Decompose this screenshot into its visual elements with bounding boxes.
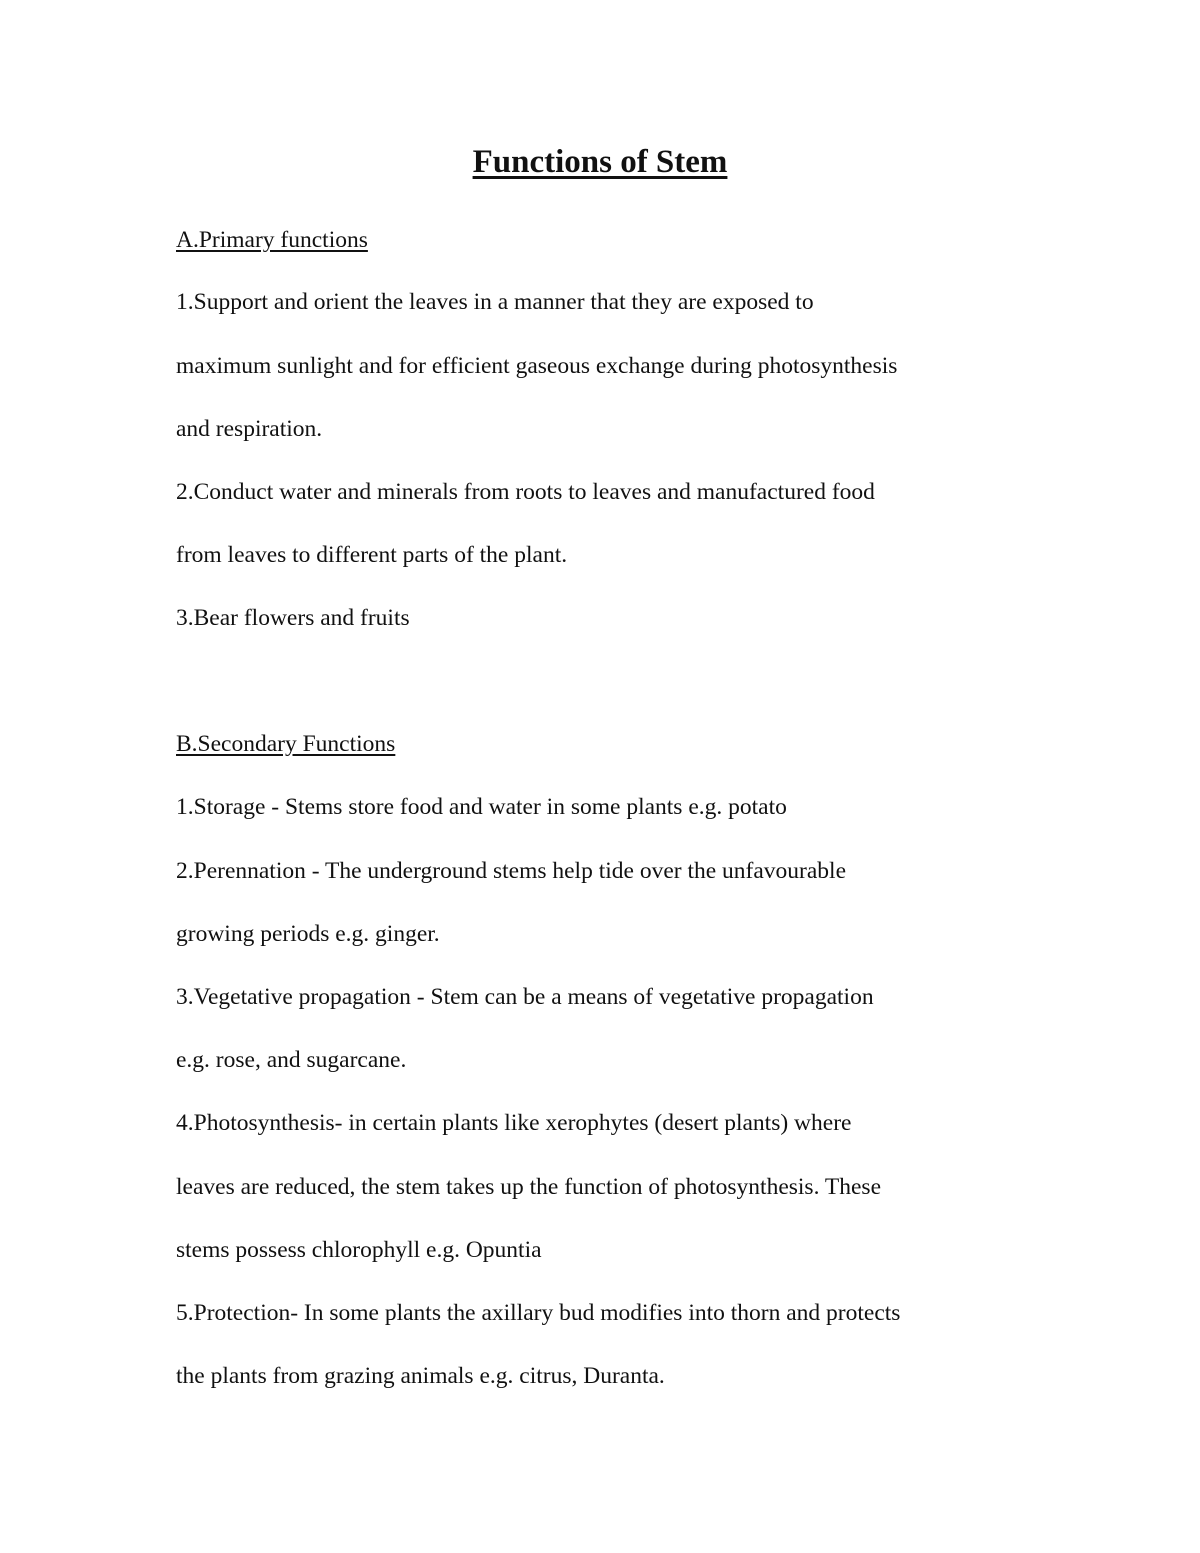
paragraph-line: from leaves to different parts of the plant. <box>176 542 568 568</box>
page-title: Functions of Stem <box>472 144 728 180</box>
paragraph-line: maximum sunlight and for efficient gaseous exchange during photosynthesis <box>176 353 898 379</box>
paragraph-line: growing periods e.g. ginger. <box>176 921 440 947</box>
paragraph-line: and respiration. <box>176 416 323 442</box>
paragraph-line: e.g. rose, and sugarcane. <box>176 1047 407 1073</box>
paragraph-line: 5.Protection- In some plants the axillary bud modifies into thorn and protects <box>176 1300 901 1326</box>
section-heading-primary: A.Primary functions <box>176 227 368 253</box>
paragraph-line: 4.Photosynthesis- in certain plants like xerophytes (desert plants) where <box>176 1110 852 1136</box>
paragraph-line: 1.Storage - Stems store food and water in some plants e.g. potato <box>176 794 787 820</box>
paragraph-line: 3.Bear flowers and fruits <box>176 605 410 631</box>
paragraph-line: leaves are reduced, the stem takes up the function of photosynthesis. These <box>176 1174 882 1200</box>
section-heading-secondary: B.Secondary Functions <box>176 731 396 757</box>
paragraph-line: 2.Conduct water and minerals from roots to leaves and manufactured food <box>176 479 875 505</box>
paragraph-line: 3.Vegetative propagation - Stem can be a means of vegetative propagation <box>176 984 874 1010</box>
paragraph-line: 2.Perennation - The underground stems help tide over the unfavourable <box>176 858 847 884</box>
paragraph-line: stems possess chlorophyll e.g. Opuntia <box>176 1237 542 1263</box>
paragraph-line: 1.Support and orient the leaves in a manner that they are exposed to <box>176 289 814 315</box>
paragraph-line: the plants from grazing animals e.g. citrus, Duranta. <box>176 1363 665 1389</box>
